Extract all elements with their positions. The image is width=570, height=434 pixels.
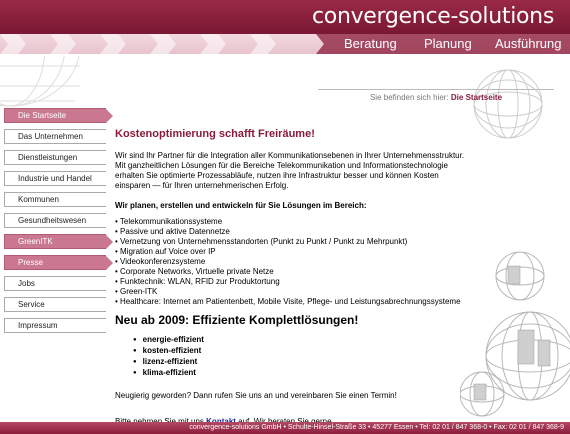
sidebar-item-service[interactable] xyxy=(4,297,106,312)
sidebar-item-label: Die Startseite xyxy=(18,111,67,120)
list-item: ● energie-effizient xyxy=(133,335,465,346)
section-heading: Neu ab 2009: Effiziente Komplettlösungen! xyxy=(115,313,359,327)
arrow-icon xyxy=(106,214,113,228)
list-item: • Green-ITK xyxy=(115,287,465,297)
arrow-icon xyxy=(106,298,113,312)
sidebar-item-label: GreenITK xyxy=(18,237,53,246)
nav-planung[interactable]: Planung xyxy=(424,36,472,51)
breadcrumb xyxy=(318,89,554,107)
nav-beratung[interactable]: Beratung xyxy=(344,36,397,51)
arrow-icon xyxy=(106,193,113,207)
arrow-icon xyxy=(106,319,113,333)
sidebar-item-dienstleistungen[interactable] xyxy=(4,150,106,165)
globe-devices-image xyxy=(460,248,570,426)
arrow-icon xyxy=(106,256,113,270)
list-item: ● kosten-effizient xyxy=(133,346,465,357)
sidebar-item-label: Das Unternehmen xyxy=(18,132,83,141)
footer xyxy=(0,422,570,434)
sidebar-item-jobs[interactable] xyxy=(4,276,106,291)
sidebar-item-kommunen[interactable] xyxy=(4,192,106,207)
efficiency-list xyxy=(115,335,465,379)
arrow-icon xyxy=(106,277,113,291)
arrow-icon xyxy=(106,235,113,249)
sidebar-item-industrie[interactable] xyxy=(4,171,106,186)
arrow-icon xyxy=(106,109,113,123)
breadcrumb-current[interactable]: Die Startseite xyxy=(450,93,503,102)
sidebar-item-label: Impressum xyxy=(18,321,58,330)
intro-paragraph: Wir sind Ihr Partner für die Integration aller Kommunikationsebenen in Ihrer Unternehmensstruktur. Mit ganzheitlichen Lösungen für die Bereiche Telekommunikation und Informationstechnologie erhalten Sie optimierte Prozessabläufe, nutzen ihre Infrastruktur besser und können Kosten einsparen — für Ihren unternehmerischen Erfolg. xyxy=(115,151,465,190)
list-item: • Vernetzung von Unternehmensstandorten (Punkt zu Punkt / Punkt zu Mehrpunkt) xyxy=(115,237,465,247)
arrow-icon xyxy=(106,130,113,144)
nav-chevron-decoration xyxy=(0,34,570,54)
sidebar-item-label: Kommunen xyxy=(18,195,59,204)
services-list xyxy=(115,217,465,307)
nav-ausfuehrung[interactable]: Ausführung xyxy=(495,36,562,51)
arrow-icon xyxy=(106,172,113,186)
list-item: • Corporate Networks, Virtuelle private Netze xyxy=(115,267,465,277)
sidebar-item-greenitk[interactable] xyxy=(4,234,106,249)
services-heading: Wir planen, erstellen und entwickeln für Sie Lösungen im Bereich: xyxy=(115,201,367,210)
list-item: ● klima-effizient xyxy=(133,368,465,379)
sidebar-item-label: Jobs xyxy=(18,279,35,288)
list-item: • Healthcare: Internet am Patientenbett, Mobile Visite, Pflege- und Leistungsabrechnungssysteme xyxy=(115,297,465,307)
sidebar-nav xyxy=(4,108,106,339)
header-bar xyxy=(0,0,570,34)
main-content xyxy=(115,126,465,427)
brand-logo[interactable]: convergence-solutions xyxy=(311,4,554,29)
list-item: • Migration auf Voice over IP xyxy=(115,247,465,257)
sidebar-item-label: Industrie und Handel xyxy=(18,174,92,183)
sidebar-item-unternehmen[interactable] xyxy=(4,129,106,144)
list-item: • Telekommunikationssysteme xyxy=(115,217,465,227)
sidebar-item-presse[interactable] xyxy=(4,255,106,270)
sidebar-item-startseite[interactable] xyxy=(4,108,106,123)
page-title: Kostenoptimierung schafft Freiräume! xyxy=(115,128,315,140)
sidebar-item-impressum[interactable] xyxy=(4,318,106,333)
list-item: • Passive und aktive Datennetze xyxy=(115,227,465,237)
list-item: • Funktechnik: WLAN, RFID zur Produktortung xyxy=(115,277,465,287)
sidebar-item-gesundheitswesen[interactable] xyxy=(4,213,106,228)
sidebar-item-label: Service xyxy=(18,300,45,309)
breadcrumb-prefix: Sie befinden sich hier: xyxy=(369,93,449,102)
sidebar-item-label: Presse xyxy=(18,258,43,267)
sidebar-item-label: Dienstleistungen xyxy=(18,153,78,162)
arrow-icon xyxy=(106,151,113,165)
list-item: ● lizenz-effizient xyxy=(133,357,465,368)
list-item: • Videokonferenzsysteme xyxy=(115,257,465,267)
footer-text: convergence-solutions GmbH • Schulte-Hinsel-Straße 33 • 45277 Essen • Tel: 02 01 / 847 368-0 • Fax: 02 01 / 847 368-9 xyxy=(189,424,564,431)
call-to-action-text: Neugierig geworden? Dann rufen Sie uns an und vereinbaren Sie einen Termin! xyxy=(115,391,397,400)
sidebar-item-label: Gesundheitswesen xyxy=(18,216,87,225)
